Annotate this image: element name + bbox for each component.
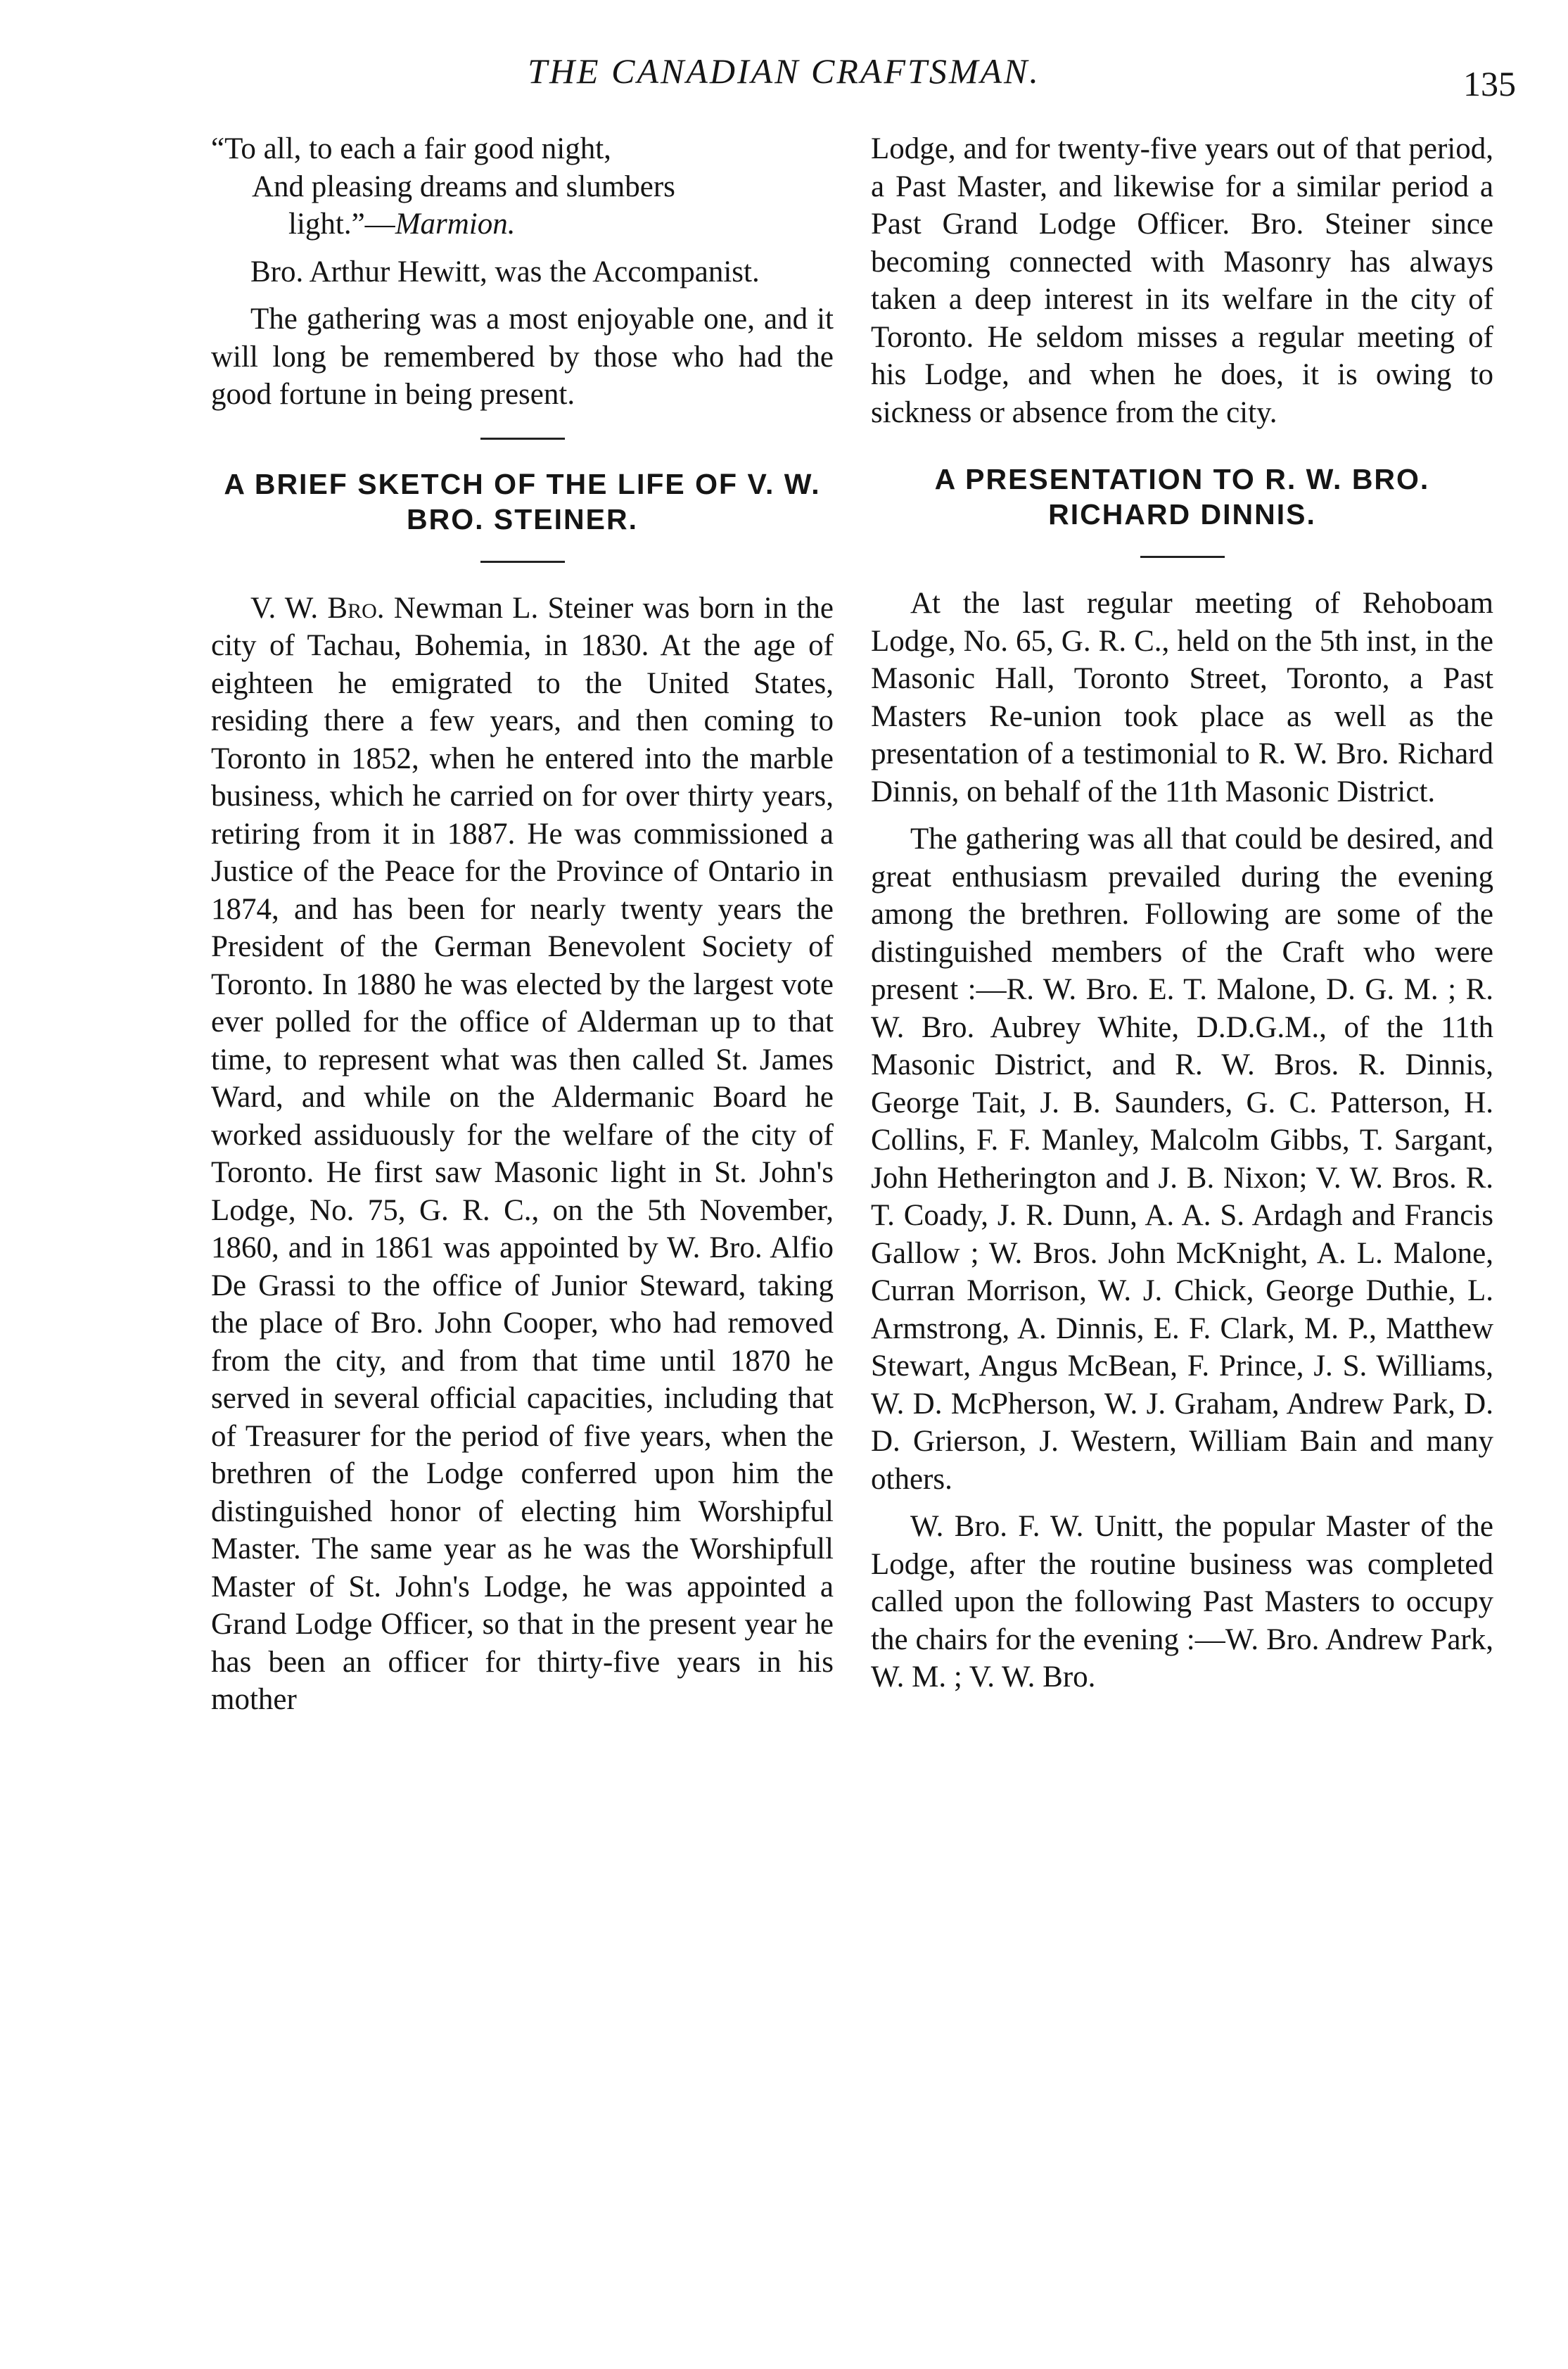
- paragraph-accompanist: Bro. Arthur Hewitt, was the Accompanist.: [250, 255, 760, 288]
- right-column: [871, 130, 1493, 1706]
- left-column: [211, 130, 834, 1729]
- steiner-lead-in: V. W. Bro.: [250, 591, 385, 625]
- heading-steiner-sketch: A BRIEF SKETCH OF THE LIFE OF V. W. BRO. STEINER.: [224, 467, 821, 535]
- heading-divider: [480, 561, 565, 563]
- paragraph-steiner-continued: Lodge, and for twenty-five years out of that period, a Past Master, and likewise for a similar period a Past Grand Lodge Officer. Bro. Steiner since becoming connected with Masonry has always taken a deep interest in its welfare in the city of Toronto. He seldom misses a regular meeting of his Lodge, and when he does, it is owing to sickness or absence from the city.: [871, 132, 1493, 429]
- heading-presentation: A PRESENTATION TO R. W. BRO. RICHARD DINNIS.: [934, 463, 1430, 531]
- paragraph-unitt: W. Bro. F. W. Unitt, the popular Master of the Lodge, after the routine business was completed called upon the following Past Masters to occupy the chairs for the evening :—W. Bro. Andrew Park, W. M. ; V. W. Bro.: [871, 1510, 1493, 1694]
- section-divider: [480, 438, 565, 440]
- paragraph-gathering: The gathering was a most enjoyable one, and it will long be remembered by those who had the good fortune in being present.: [211, 303, 834, 411]
- paragraph-steiner-biography: [211, 590, 834, 1719]
- poem-line-3-text: light.”—: [288, 208, 395, 241]
- paragraph-meeting: At the last regular meeting of Rehoboam Lodge, No. 65, G. R. C., held on the 5th inst, in the Masonic Hall, Toronto Street, Toronto, a Past Masters Re-union took place as well as the presentation of a testimonial to R. W. Bro. Richard Dinnis, on behalf of the 11th Masonic District.: [871, 587, 1493, 808]
- poem-line-1: “To all, to each a fair good night,: [211, 132, 611, 165]
- poem-line-2: And pleasing dreams and slumbers: [252, 170, 675, 203]
- running-title: THE CANADIAN CRAFTSMAN.: [528, 51, 1040, 91]
- heading-divider: [1140, 556, 1225, 558]
- poem-attribution: Marmion.: [395, 208, 516, 241]
- poem-quote: [211, 130, 834, 243]
- paragraph-attendees: The gathering was all that could be desired, and great enthusiasm prevailed during the evening among the brethren. Following are some of the distinguished members of the Craft who were present :—R. W. Bro. E. T. Malone, D. G. M. ; R. W. Bro. Aubrey White, D.D.G.M., of the 11th Masonic District, and R. W. Bros. R. Dinnis, George Tait, J. B. Saunders, G. C. Patterson, H. Collins, F. F. Manley, Malcolm Gibbs, T. Sargant, John Hetherington and J. B. Nixon; V. W. Bros. R. T. Coady, J. R. Dunn, A. A. S. Ardagh and Francis Gallow ; W. Bros. John McKnight, A. L. Malone, Curran Morrison, W. J. Chick, George Duthie, L. Armstrong, A. Dinnis, E. F. Clark, M. P., Matthew Stewart, Angus McBean, F. Prince, J. S. Williams, W. D. McPherson, W. J. Graham, Andrew Park, D. D. Grierson, J. Western, William Bain and many others.: [871, 823, 1493, 1496]
- steiner-biography-text: Newman L. Steiner was born in the city of Tachau, Bohemia, in 1830. At the age of eighteen he emigrated to the United States, residing there a few years, and then coming to Toronto in 1852, when he entered into the marble business, which he carried on for over thirty years, retiring from it in 1887. He was commissioned a Justice of the Peace for the Province of Ontario in 1874, and has been for nearly twenty years the President of the German Benevolent Society of Toronto. In 1880 he was elected by the largest vote ever polled for the office of Alderman up to that time, to represent what was then called St. James Ward, and while on the Aldermanic Board he worked assiduously for the welfare of the city of Toronto. He first saw Masonic light in St. John's Lodge, No. 75, G. R. C., on the 5th November, 1860, and in 1861 was appointed by W. Bro. Alfio De Grassi to the office of Junior Steward, taking the place of Bro. John Cooper, who had removed from the city, and from that time until 1870 he served in several official capacities, including that of Treasurer for the period of five years, when the brethren of the Lodge conferred upon him the distinguished honor of electing him Worshipful Master. The same year as he was the Worshipfull Master of St. John's Lodge, he was appointed a Grand Lodge Officer, so that in the present year he has been an officer for thirty-five years in his mother: [211, 591, 834, 1716]
- page-number: 135: [1463, 64, 1516, 103]
- poem-line-3: [211, 205, 834, 243]
